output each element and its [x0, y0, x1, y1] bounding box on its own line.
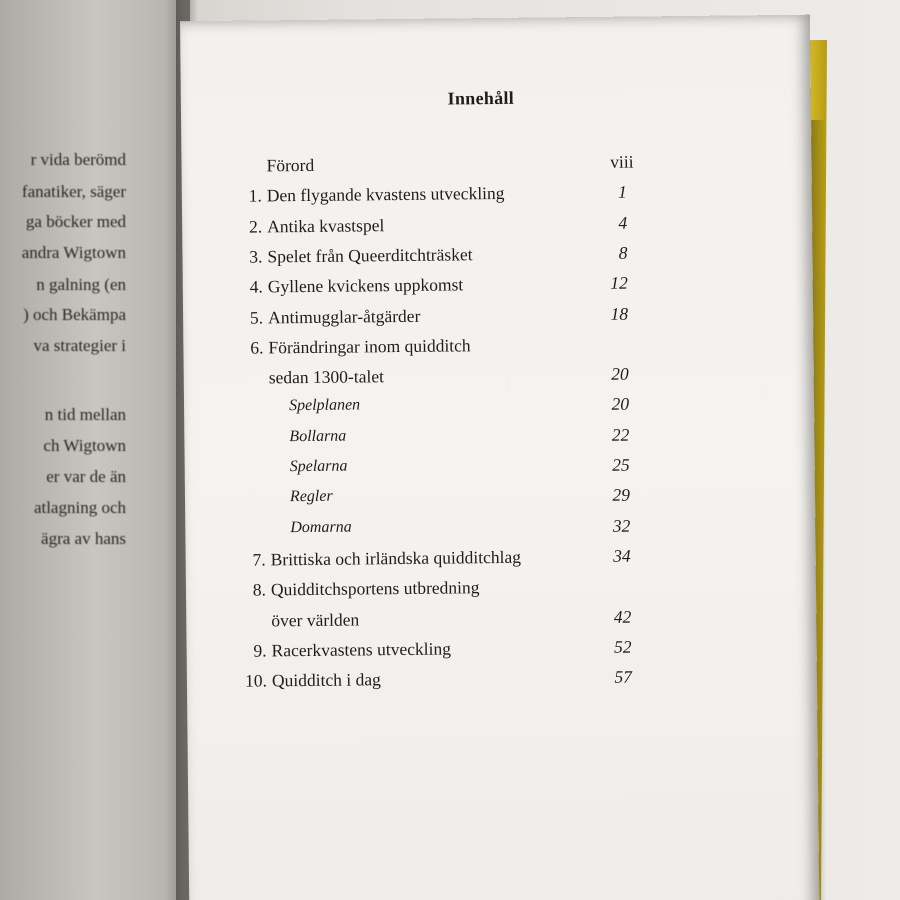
left-page-line: n galning (en — [36, 275, 126, 294]
toc-entry-number: 3. — [249, 246, 263, 267]
toc-entry — [187, 634, 817, 667]
toc-entry-number: 5. — [249, 306, 264, 328]
right-page — [180, 15, 819, 900]
toc-entry-label: sedan 1300-talet — [268, 366, 385, 388]
toc-entry-number: 4. — [249, 276, 263, 297]
toc-entry-page: 1 — [617, 181, 627, 203]
toc-entry-page: 22 — [611, 424, 630, 445]
toc-entry — [186, 604, 816, 637]
toc-entry-label: Racerkvastens utveckling — [271, 638, 452, 661]
toc-entry-label: Spelplanen — [288, 396, 361, 415]
toc-entry-number: 6. — [250, 337, 264, 358]
toc-entry — [183, 331, 813, 364]
toc-entry — [181, 150, 811, 183]
left-page-line: atlagning och — [33, 498, 126, 517]
toc-entry-number: 1. — [248, 185, 262, 206]
left-page-line: n tid mellan — [44, 405, 126, 424]
toc-entry — [182, 180, 812, 213]
toc-entry-label: Den flygande kvastens utveckling — [266, 183, 505, 206]
toc-entry-page: 8 — [618, 242, 628, 263]
toc-entry — [184, 362, 814, 395]
left-page-line: fanatiker, säger — [21, 182, 126, 201]
toc-entry-number: 2. — [248, 216, 263, 237]
toc-entry-number: 10. — [244, 670, 268, 691]
toc-entry-page: viii — [610, 151, 634, 172]
toc-subentry — [184, 422, 814, 455]
toc-entry-label: Förändringar inom quidditch — [268, 335, 471, 358]
toc-entry-label: Antika kvastspel — [267, 214, 385, 236]
left-page-text — [0, 0, 190, 900]
toc-subentry — [185, 513, 815, 546]
toc-entry — [182, 210, 812, 243]
left-page-line: er var de än — [46, 467, 126, 486]
toc-entry-page: 57 — [614, 666, 633, 687]
left-page-line: ägra av hans — [41, 529, 126, 548]
toc-entry-label: Gyllene kvickens uppkomst — [267, 274, 464, 297]
toc-entry-number: 7. — [252, 549, 266, 570]
toc-entry-label: över världen — [271, 608, 360, 630]
toc-entry — [183, 271, 813, 304]
toc-entry-page: 42 — [613, 606, 632, 627]
left-page-line: ) och Bekämpa — [23, 305, 126, 324]
toc-entry-label: Antimugglar-åtgärder — [268, 305, 421, 327]
toc-entry-label: Regler — [289, 488, 333, 506]
toc-entry-number: 9. — [253, 640, 267, 661]
left-page-line: ch Wigtown — [43, 436, 126, 455]
toc-entry-label: Quidditch i dag — [271, 669, 381, 691]
toc-subentry — [185, 483, 815, 516]
toc-subentry — [185, 453, 815, 486]
left-page — [0, 0, 190, 900]
toc-subentry — [184, 392, 814, 425]
toc-entry-page: 4 — [618, 212, 628, 233]
toc-entry-label: Förord — [266, 154, 315, 176]
toc-entry-page: 52 — [613, 636, 632, 657]
toc-entry-page: 25 — [612, 454, 630, 475]
toc-entry-page: 29 — [612, 484, 631, 506]
toc-entry-page: 34 — [613, 545, 631, 566]
toc-entry-page: 20 — [611, 394, 630, 415]
toc-entry — [186, 544, 816, 577]
toc-entry — [187, 665, 817, 698]
toc-entry-number: 8. — [252, 579, 267, 600]
left-page-line: va strategier i — [33, 336, 126, 355]
toc-entry — [182, 241, 812, 274]
table-of-contents — [180, 15, 819, 900]
left-page-line: r vida berömd — [30, 150, 126, 169]
toc-entry-label: Quidditchsportens utbredning — [270, 577, 480, 600]
toc-entry-page: 32 — [612, 515, 631, 536]
left-page-line: andra Wigtown — [21, 243, 126, 262]
toc-entry-label: Bollarna — [289, 427, 347, 445]
toc-entry-label: Brittiska och irländska quidditchlag — [270, 546, 522, 570]
toc-entry-page: 20 — [611, 363, 629, 384]
toc-entry-label: Spelarna — [289, 457, 348, 476]
toc-entry-label: Domarna — [290, 518, 352, 536]
toc-entry — [186, 574, 816, 607]
toc-entry-page: 12 — [610, 272, 628, 293]
left-page-line: ga böcker med — [25, 212, 126, 231]
toc-entry-page: 18 — [610, 303, 629, 324]
toc-entry-label: Spelet från Queerditchträsket — [267, 244, 473, 267]
toc-title: Innehåll — [447, 87, 515, 109]
toc-entry — [183, 301, 813, 334]
